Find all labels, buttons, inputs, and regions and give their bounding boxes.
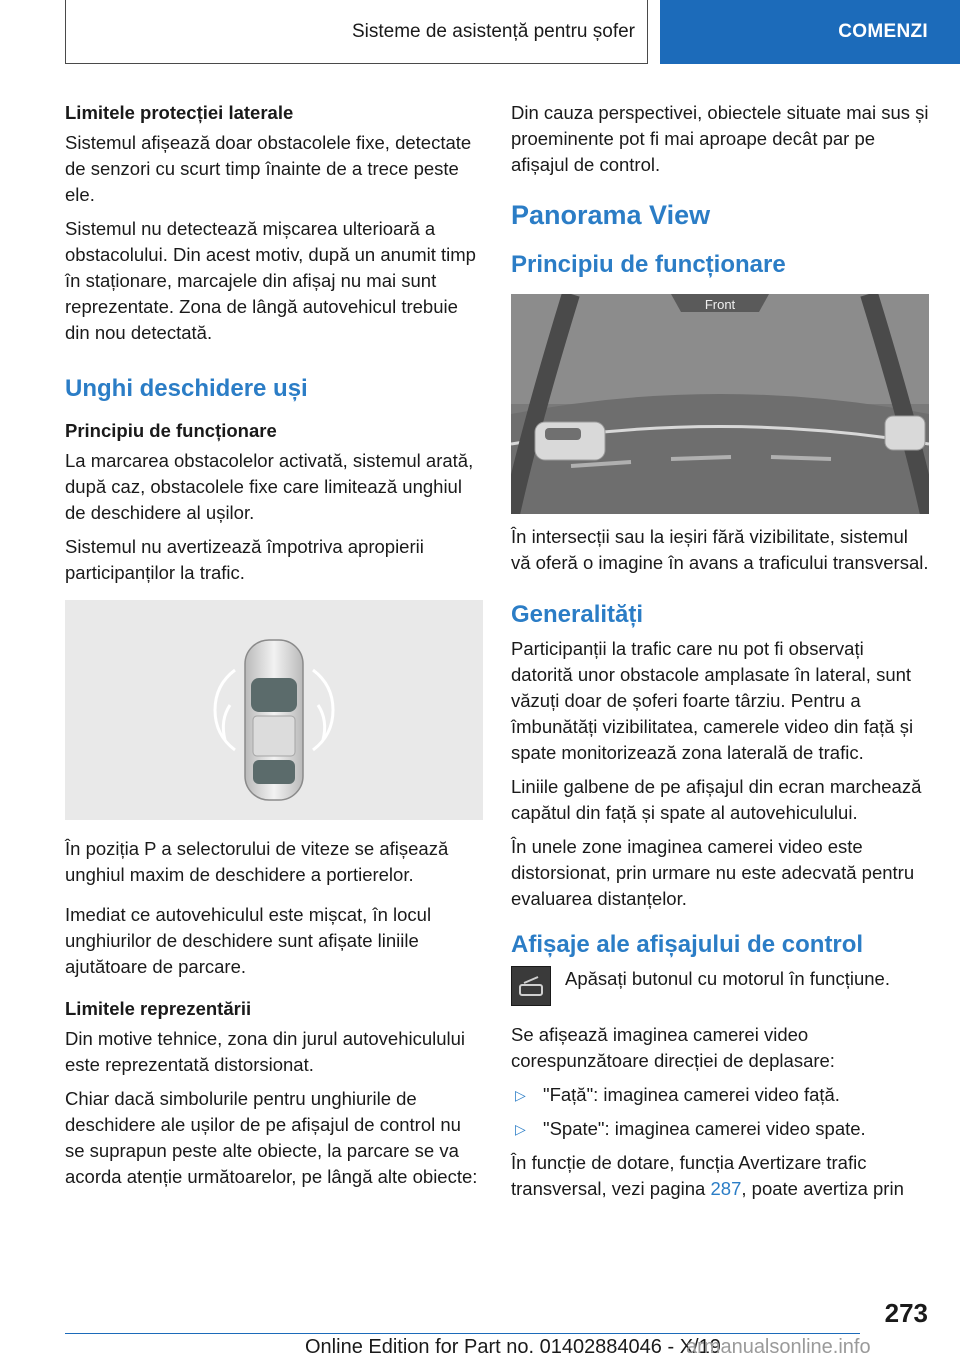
watermark: armanualsonline.info (686, 1336, 871, 1358)
figure-caption: În intersecții sau la ieșiri fără vizibilitate, sistemul vă oferă o imagine în avans a traficului transversal. (511, 526, 929, 573)
subsection-title: Limitele protecției laterale (65, 102, 294, 123)
car-top-view-illustration (65, 600, 483, 820)
camera-button-icon (511, 966, 551, 1006)
heading-panorama-view: Panorama View (511, 200, 711, 230)
rear-window (253, 760, 295, 784)
heading-afisaje: Afișaje ale afișajului de control (511, 931, 864, 958)
page-link[interactable]: 287 (710, 1178, 742, 1199)
tab-label: COMENZI (838, 21, 928, 42)
comenzi-tab[interactable] (660, 0, 960, 64)
bullet-item: ▷ "Față": imaginea camerei video față. (511, 1082, 929, 1108)
car-right (885, 416, 925, 450)
left-column (65, 100, 483, 1198)
windshield (251, 678, 297, 712)
instruction-text: Apăsați butonul cu motorul în funcțiune. (565, 968, 890, 989)
heading-generalitati: Generalități (511, 601, 644, 628)
paragraph: Se afișează imaginea camerei video corespunzătoare direcției de deplasare: (511, 1024, 835, 1071)
heading-unghi: Unghi deschidere uși (65, 375, 308, 402)
roof (253, 716, 295, 756)
section-title: Sisteme de asistență pentru șofer (351, 20, 635, 42)
section-header (65, 0, 648, 64)
paragraph: Chiar dacă simbolurile pentru unghiurile de deschidere ale ușilor de pe afișajul de control nu se suprapun peste alte obiecte, la parcare se va acorda atenție următoarelor, pe lângă alte obiecte: (65, 1088, 478, 1187)
paragraph: Sistemul nu avertizează împotriva apropierii participanților la trafic. (65, 536, 424, 583)
heading-principiu: Principiu de funcționare (511, 251, 786, 278)
bullet-item: ▷ "Spate": imaginea camerei video spate. (511, 1116, 929, 1142)
triangle-bullet-icon: ▷ (515, 1087, 526, 1103)
paragraph: Liniile galbene de pe afișajul din ecran marchează capătul din față și spate al autovehiculului. (511, 776, 922, 823)
subsection-title: Limitele reprezentării (65, 998, 252, 1019)
paragraph: Sistemul nu detectează mișcarea ulterioară a obstacolului. Din acest motiv, după un anumit timp în staționare, marcajele din afișaj nu mai sunt reprezentate. Zona de lângă autovehicul trebuie din nou detectată. (65, 218, 476, 343)
triangle-bullet-icon: ▷ (515, 1121, 526, 1137)
figure-caption: În poziția P a selectorului de viteze se afișează unghiul maxim de deschidere a portierelor. (65, 838, 449, 885)
door-angle-figure (65, 600, 483, 820)
camera-button-instruction (511, 966, 929, 1010)
subsection-title: Principiu de funcționare (65, 420, 277, 441)
edition-text: Online Edition for Part no. 01402884046 - X/19 (305, 1336, 721, 1358)
paragraph: Sistemul afișează doar obstacolele fixe, detectate de senzori cu scurt timp înainte de a trece peste ele. (65, 132, 472, 205)
page-number: 273 (884, 1298, 928, 1328)
paragraph: La marcarea obstacolelor activată, sistemul arată, după caz, obstacolele fixe care limitează unghiul de deschidere al ușilor. (65, 450, 474, 523)
paragraph: Imediat ce autovehiculul este mișcat, în locul unghiurilor de deschidere sunt afișate liniile ajutătoare de parcare. (65, 904, 432, 977)
panorama-figure (511, 294, 929, 514)
paragraph: Din cauza perspectivei, obiectele situate mai sus și proeminente pot fi mai aproape decât par pe afișajul de control. (511, 102, 929, 175)
paragraph: În funcție de dotare, funcția Avertizare trafic transversal, vezi pagina 287, poate avertiza prin (511, 1152, 904, 1199)
right-column (511, 100, 929, 1210)
paragraph: În unele zone imaginea camerei video este distorsionat, prin urmare nu este adecvată pentru evaluarea distanțelor. (511, 836, 915, 909)
car-left (535, 422, 605, 460)
panorama-camera-illustration (511, 294, 929, 514)
footer-divider (65, 1333, 860, 1334)
paragraph: Participanții la trafic care nu pot fi observați datorită unor obstacole amplasate în lateral, sunt văzuți doar de șoferi foarte târziu. Pentru a îmbunătăți vizibilitatea, camerele video din față și spate monitorizează zona laterală de trafic. (511, 638, 914, 763)
front-label: Front (704, 297, 736, 312)
paragraph: Din motive tehnice, zona din jurul autovehiculului este reprezentată distorsionat. (65, 1028, 466, 1075)
